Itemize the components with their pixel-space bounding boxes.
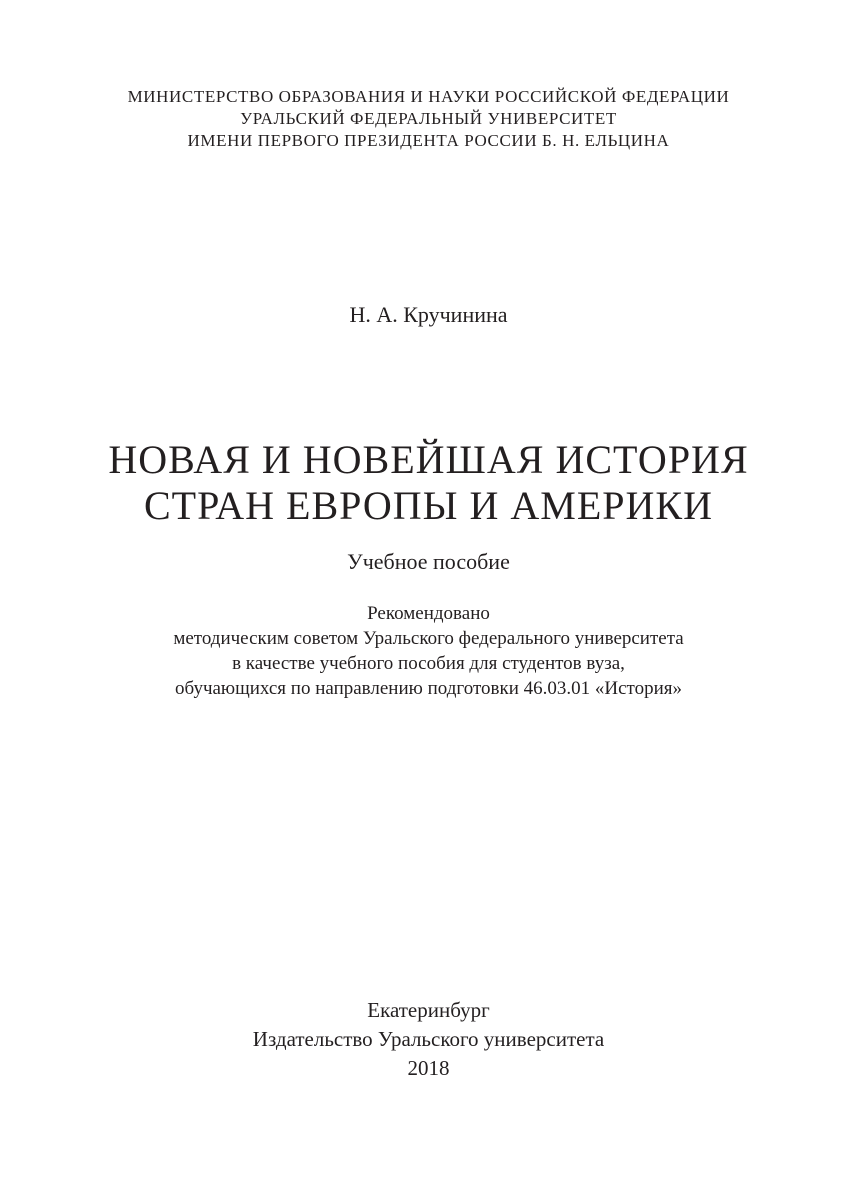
recommendation-line-1: Рекомендовано <box>367 603 490 624</box>
institution-header <box>0 86 857 152</box>
university-name-line: ИМЕНИ ПЕРВОГО ПРЕЗИДЕНТА РОССИИ Б. Н. ЕЛЬЦИНА <box>187 131 670 150</box>
imprint-publisher: Издательство Уральского университета <box>252 1027 605 1051</box>
university-line: УРАЛЬСКИЙ ФЕДЕРАЛЬНЫЙ УНИВЕРСИТЕТ <box>240 109 617 128</box>
imprint-city: Екатеринбург <box>367 998 490 1022</box>
ministry-line: МИНИСТЕРСТВО ОБРАЗОВАНИЯ И НАУКИ РОССИЙСКОЙ ФЕДЕРАЦИИ <box>127 87 730 106</box>
imprint-year: 2018 <box>407 1056 450 1080</box>
book-title-line-2: СТРАН ЕВРОПЫ И АМЕРИКИ <box>144 483 713 528</box>
book-title <box>0 437 857 529</box>
recommendation-line-3: в качестве учебного пособия для студентов вуза, <box>232 653 625 674</box>
imprint <box>0 996 857 1083</box>
author-name: Н. А. Кручинина <box>349 302 508 327</box>
book-subtitle: Учебное пособие <box>347 549 510 574</box>
recommendation-line-4: обучающихся по направлению подготовки 46.03.01 «История» <box>175 678 682 699</box>
book-title-line-1: НОВАЯ И НОВЕЙШАЯ ИСТОРИЯ <box>108 437 749 482</box>
recommendation-line-2: методическим советом Уральского федерального университета <box>173 628 684 649</box>
recommendation-text <box>0 601 857 701</box>
